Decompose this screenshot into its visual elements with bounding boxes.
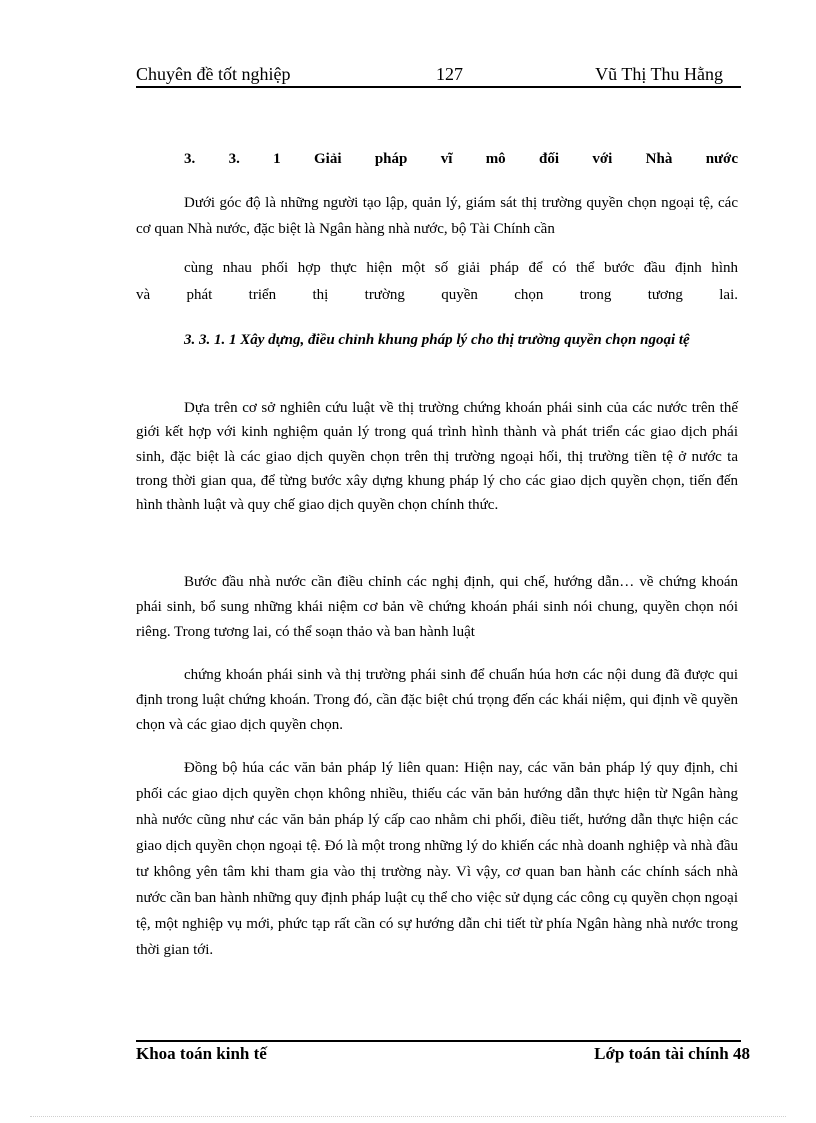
paragraph: cùng nhau phối hợp thực hiện một số giải pháp để có thể bước đầu định hình — [184, 260, 738, 276]
heading-word: đối — [539, 151, 560, 167]
section-heading — [184, 147, 738, 172]
header-author: Vũ Thị Thu Hằng — [595, 64, 723, 84]
heading-word: với — [592, 151, 613, 167]
header-title: Chuyên đề tốt nghiệp — [136, 64, 291, 84]
header-page-number: 127 — [436, 64, 463, 84]
paragraph: chứng khoán phái sinh và thị trường phái sinh để chuẩn húa hơn các nội dung đã được qui định trong luật chứng khoán. Trong đó, cần đặc biệt chú trọng đến các khái niệm, qui định về quyền chọn và các giao dịch quyền chọn. — [136, 667, 738, 733]
page-edge-divider — [30, 1116, 786, 1117]
heading-word: 3. — [228, 151, 240, 167]
heading-word: Nhà — [645, 151, 673, 167]
subsection-heading: 3. 3. 1. 1 Xây dựng, điều chỉnh khung pháp lý cho thị trường quyền chọn ngoại tệ — [184, 332, 690, 348]
heading-word: Giải — [313, 151, 342, 167]
paragraph: Đồng bộ húa các văn bản pháp lý liên quan: Hiện nay, các văn bản pháp lý quy định, chi phối các giao dịch quyền chọn không nhiều, thiếu các văn bản hướng dẫn thực hiện từ Ngân hàng nhà nước cũng như các văn bản pháp lý cấp cao nhằm chi phối, điều tiết, hướng dẫn thực hiện các giao dịch quyền chọn ngoại tệ. Đó là một trong những lý do khiến các nhà doanh nghiệp và nhà đầu tư không yên tâm khi tham gia vào thị trường này. Vì vậy, cơ quan ban hành các chính sách nhà nước cần ban hành những quy định pháp luật cụ thể cho việc sử dụng các công cụ quyền chọn ngoại tệ, một nghiệp vụ mới, phức tạp rất cần có sự hướng dẫn chi tiết từ phía Ngân hàng nhà nước trong thời gian tới. — [136, 760, 738, 958]
paragraph: Dựa trên cơ sở nghiên cứu luật về thị trường chứng khoán phái sinh của các nước trên thế giới kết hợp với kinh nghiệm quản lý trong quá trình hình thành và phát triển các giao dịch phái sinh, đặc biệt là các giao dịch quyền chọn trên thị trường ngoại hối, thị trường tiền tệ ở nước ta trong thời gian qua, để từng bước xây dựng khung pháp lý cho các giao dịch quyền chọn, tiến đến hình thành luật và quy chế giao dịch quyền chọn chính thức. — [136, 400, 738, 514]
heading-word: mô — [485, 151, 506, 167]
heading-word: 1 — [273, 151, 281, 167]
paragraph: Bước đầu nhà nước cần điều chỉnh các nghị định, qui chế, hướng dẫn… về chứng khoán phái sinh, bổ sung những khái niệm cơ bản về chứng khoán phái sinh nói chung, quyền chọn nói riêng. Trong tương lai, có thể soạn thảo và ban hành luật — [136, 574, 738, 640]
paragraph: và phát triển thị trường quyền chọn trong tương lai. — [136, 287, 738, 303]
page-header — [136, 62, 741, 88]
footer-rule — [136, 1040, 741, 1042]
heading-word: pháp — [374, 151, 408, 167]
heading-word: nước — [705, 151, 738, 167]
paragraph: Dưới góc độ là những người tạo lập, quản lý, giám sát thị trường quyền chọn ngoại tệ, các cơ quan Nhà nước, đặc biệt là Ngân hàng nhà nước, bộ Tài Chính cần — [136, 195, 738, 237]
footer-class: Lớp toán tài chính 48 — [594, 1044, 750, 1063]
page-footer — [136, 1044, 750, 1068]
heading-word: vĩ — [440, 151, 453, 167]
footer-faculty: Khoa toán kinh tế — [136, 1044, 267, 1063]
heading-word: 3. — [184, 151, 196, 167]
